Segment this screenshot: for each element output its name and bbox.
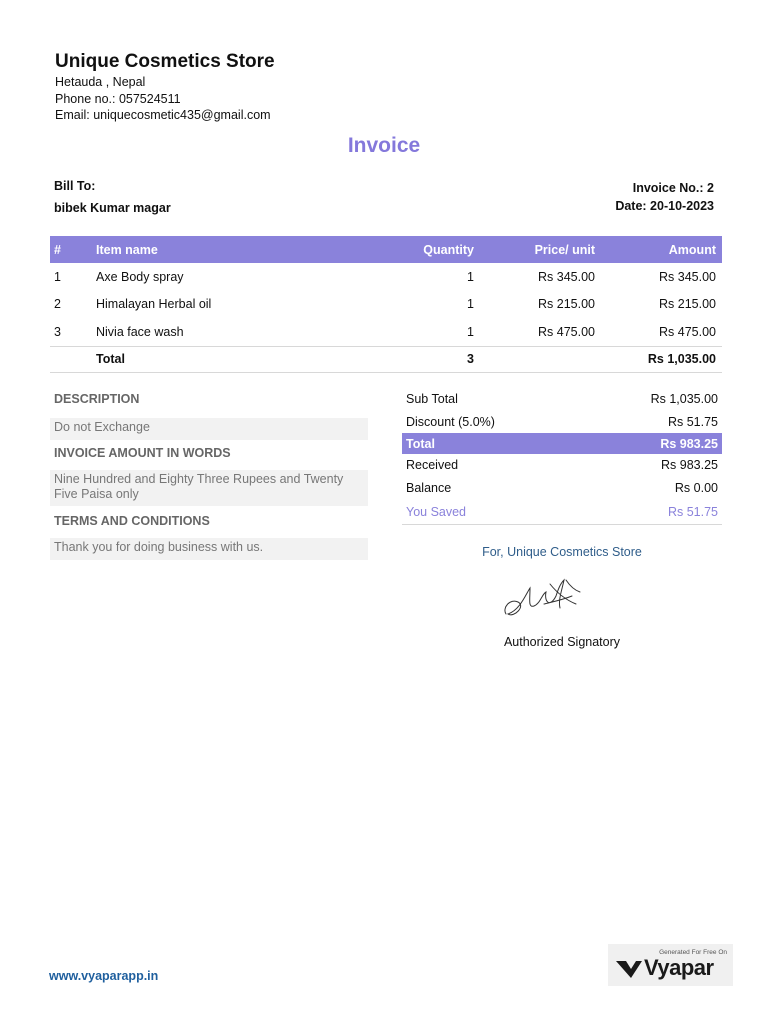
- grand-total-label: Total: [406, 436, 435, 451]
- received-row: [402, 454, 722, 477]
- table-row: [50, 291, 722, 319]
- description-title: DESCRIPTION: [54, 392, 140, 406]
- row-quantity: 1: [467, 269, 474, 284]
- row-item-name: Nivia face wash: [96, 324, 184, 339]
- invoice-number: Invoice No.: 2: [632, 181, 714, 195]
- sub-total-row: [402, 388, 722, 411]
- vyapar-badge: [608, 944, 733, 986]
- balance-row: [402, 477, 722, 500]
- total-row: [402, 433, 722, 454]
- row-item-name: Himalayan Herbal oil: [96, 297, 212, 312]
- sub-total-value: Rs 1,035.00: [650, 392, 718, 407]
- sub-total-label: Sub Total: [406, 392, 458, 407]
- items-table: [50, 236, 722, 373]
- store-email: Email: uniquecosmetic435@gmail.com: [55, 108, 271, 122]
- grand-total-value: Rs 983.25: [660, 436, 718, 451]
- balance-value: Rs 0.00: [674, 481, 718, 496]
- table-row: [50, 263, 722, 291]
- received-value: Rs 983.25: [661, 458, 718, 473]
- row-quantity: 1: [467, 324, 474, 339]
- row-number: 2: [54, 297, 61, 312]
- description-text: Do not Exchange: [50, 418, 368, 440]
- table-row: [50, 318, 722, 346]
- row-amount: Rs 345.00: [659, 269, 716, 284]
- header-amount: Amount: [668, 242, 716, 257]
- row-number: 3: [54, 324, 61, 339]
- for-store-label: For, Unique Cosmetics Store: [482, 545, 642, 559]
- website-link[interactable]: www.vyaparapp.in: [49, 969, 159, 983]
- amount-in-words-title: INVOICE AMOUNT IN WORDS: [54, 446, 231, 460]
- signature-image: [500, 574, 584, 622]
- header-price: Price/ unit: [534, 242, 595, 257]
- terms-title: TERMS AND CONDITIONS: [54, 514, 210, 528]
- authorized-signatory-label: Authorized Signatory: [503, 635, 621, 649]
- invoice-date: Date: 20-10-2023: [615, 199, 714, 213]
- terms-text: Thank you for doing business with us.: [50, 538, 368, 560]
- amount-in-words-text: Nine Hundred and Eighty Three Rupees and Twenty Five Paisa only: [50, 470, 368, 506]
- store-address: Hetauda , Nepal: [55, 75, 146, 89]
- header-item-name: Item name: [96, 242, 158, 257]
- bill-to-label: Bill To:: [54, 179, 96, 193]
- invoice-title: Invoice: [347, 134, 421, 157]
- saved-row: [402, 499, 722, 525]
- total-label: Total: [96, 352, 125, 366]
- row-price: Rs 215.00: [538, 297, 595, 312]
- total-quantity: 3: [467, 352, 474, 366]
- row-number: 1: [54, 269, 61, 284]
- row-amount: Rs 215.00: [659, 297, 716, 312]
- store-phone: Phone no.: 057524511: [55, 92, 181, 106]
- summary-table: [402, 388, 722, 525]
- row-quantity: 1: [467, 297, 474, 312]
- header-number: #: [54, 242, 61, 257]
- received-label: Received: [406, 458, 459, 473]
- row-price: Rs 345.00: [538, 269, 595, 284]
- discount-value: Rs 51.75: [667, 414, 718, 429]
- items-table-header: [50, 236, 722, 263]
- balance-label: Balance: [406, 481, 452, 496]
- discount-label: Discount (5.0%): [406, 414, 495, 429]
- bill-to-name: bibek Kumar magar: [54, 201, 171, 215]
- vyapar-logo-icon: [616, 959, 642, 979]
- saved-value: Rs 51.75: [667, 504, 718, 519]
- badge-brand-name: Vyapar: [644, 955, 714, 980]
- row-item-name: Axe Body spray: [96, 269, 184, 284]
- header-quantity: Quantity: [423, 242, 474, 257]
- store-name: Unique Cosmetics Store: [55, 51, 275, 72]
- badge-small-text: Generated For Free On: [659, 949, 727, 956]
- items-total-row: [50, 346, 722, 373]
- row-amount: Rs 475.00: [659, 324, 716, 339]
- row-price: Rs 475.00: [538, 324, 595, 339]
- total-amount: Rs 1,035.00: [647, 352, 716, 366]
- saved-label: You Saved: [406, 504, 467, 519]
- discount-row: [402, 411, 722, 434]
